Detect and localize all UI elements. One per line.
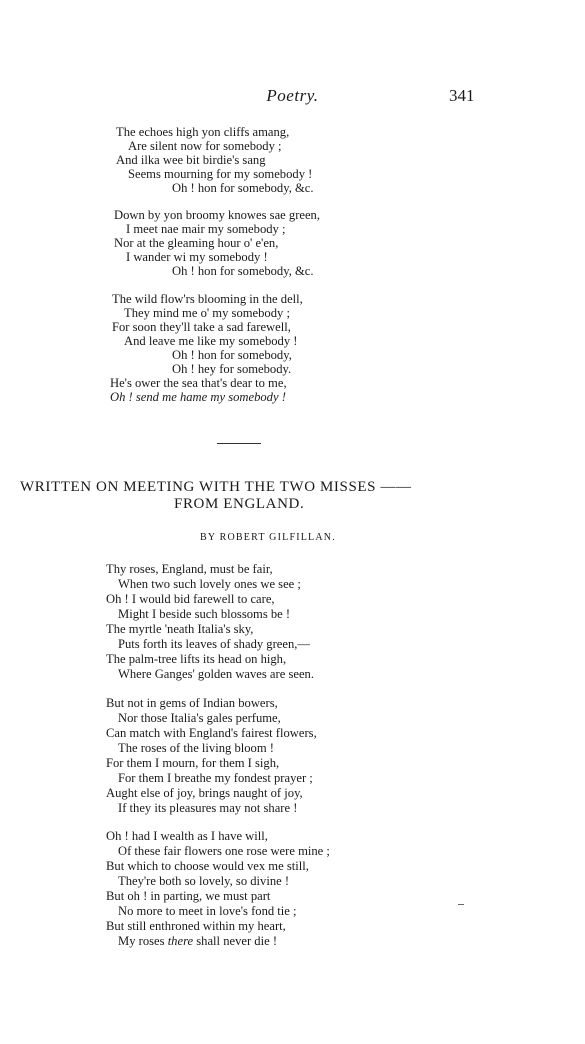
poem1-line: He's ower the sea that's dear to me, <box>110 376 287 390</box>
poem1-line: Down by yon broomy knowes sae green, <box>114 208 321 222</box>
poem1-line: I wander wi my somebody ! <box>126 250 268 264</box>
poem2-line: Of these fair flowers one rose were mine ; <box>118 844 330 858</box>
section-divider <box>217 443 261 444</box>
poem2-line: But which to choose would vex me still, <box>106 859 309 873</box>
poem2-line: For them I breathe my fondest prayer ; <box>118 771 313 785</box>
poem2-line: The myrtle 'neath Italia's sky, <box>106 622 254 636</box>
poem2-line: For them I mourn, for them I sigh, <box>106 756 280 770</box>
poem1-line: I meet nae mair my somebody ; <box>126 222 286 236</box>
running-header-title: Poetry. <box>266 86 319 105</box>
poem2-line: But not in gems of Indian bowers, <box>106 696 278 710</box>
page-number: 341 <box>449 86 475 105</box>
margin-mark <box>458 904 464 905</box>
poem1-line: The wild flow'rs blooming in the dell, <box>112 292 303 306</box>
poem2-line: When two such lovely ones we see ; <box>118 577 301 591</box>
poem2-line: But oh ! in parting, we must part <box>106 889 271 903</box>
poem2-line: But still enthroned within my heart, <box>106 919 286 933</box>
poem1-line: And leave me like my somebody ! <box>124 334 298 348</box>
poem1-line: For soon they'll take a sad farewell, <box>112 320 291 334</box>
poem2-line-final: My roses there shall never die ! <box>118 934 278 948</box>
poem2-line: The palm-tree lifts its head on high, <box>106 652 287 666</box>
poem2-title-line2: FROM ENGLAND. <box>174 496 305 512</box>
poem1-refrain: Oh ! hey for somebody. <box>172 362 292 376</box>
poem2-line: They're both so lovely, so divine ! <box>118 874 290 888</box>
poem1-line: And ilka wee bit birdie's sang <box>116 153 266 167</box>
poem2-line: The roses of the living bloom ! <box>118 741 274 755</box>
poem1-line: Oh ! send me hame my somebody ! <box>110 390 286 404</box>
poem2-line: Puts forth its leaves of shady green,— <box>118 637 311 651</box>
poem1-line: The echoes high yon cliffs amang, <box>116 125 290 139</box>
poem2-title-line1: WRITTEN ON MEETING WITH THE TWO MISSES —— <box>20 479 412 495</box>
poem2-line: Nor those Italia's gales perfume, <box>118 711 281 725</box>
poem2-line: Can match with England's fairest flowers, <box>106 726 317 740</box>
poem2-byline: BY ROBERT GILFILLAN. <box>200 532 336 543</box>
poem1-refrain: Oh ! hon for somebody, &c. <box>172 264 314 278</box>
poem1-refrain: Oh ! hon for somebody, <box>172 348 292 362</box>
poem2-line: Where Ganges' golden waves are seen. <box>118 667 314 681</box>
poem2-line: No more to meet in love's fond tie ; <box>118 904 297 918</box>
poem1-refrain: Oh ! hon for somebody, &c. <box>172 181 314 195</box>
poem2-line: Aught else of joy, brings naught of joy, <box>106 786 303 800</box>
emphasis-there: there <box>167 934 194 948</box>
poem1-line: Are silent now for somebody ; <box>128 139 282 153</box>
poem2-line: If they its pleasures may not share ! <box>118 801 298 815</box>
poem1-line: They mind me o' my somebody ; <box>124 306 290 320</box>
poem2-line: Oh ! had I wealth as I have will, <box>106 829 268 843</box>
poem2-line: Oh ! I would bid farewell to care, <box>106 592 275 606</box>
poem2-line: Thy roses, England, must be fair, <box>106 562 273 576</box>
poem1-line: Seems mourning for my somebody ! <box>128 167 313 181</box>
poem2-line: Might I beside such blossoms be ! <box>118 607 291 621</box>
poem1-line: Nor at the gleaming hour o' e'en, <box>114 236 279 250</box>
